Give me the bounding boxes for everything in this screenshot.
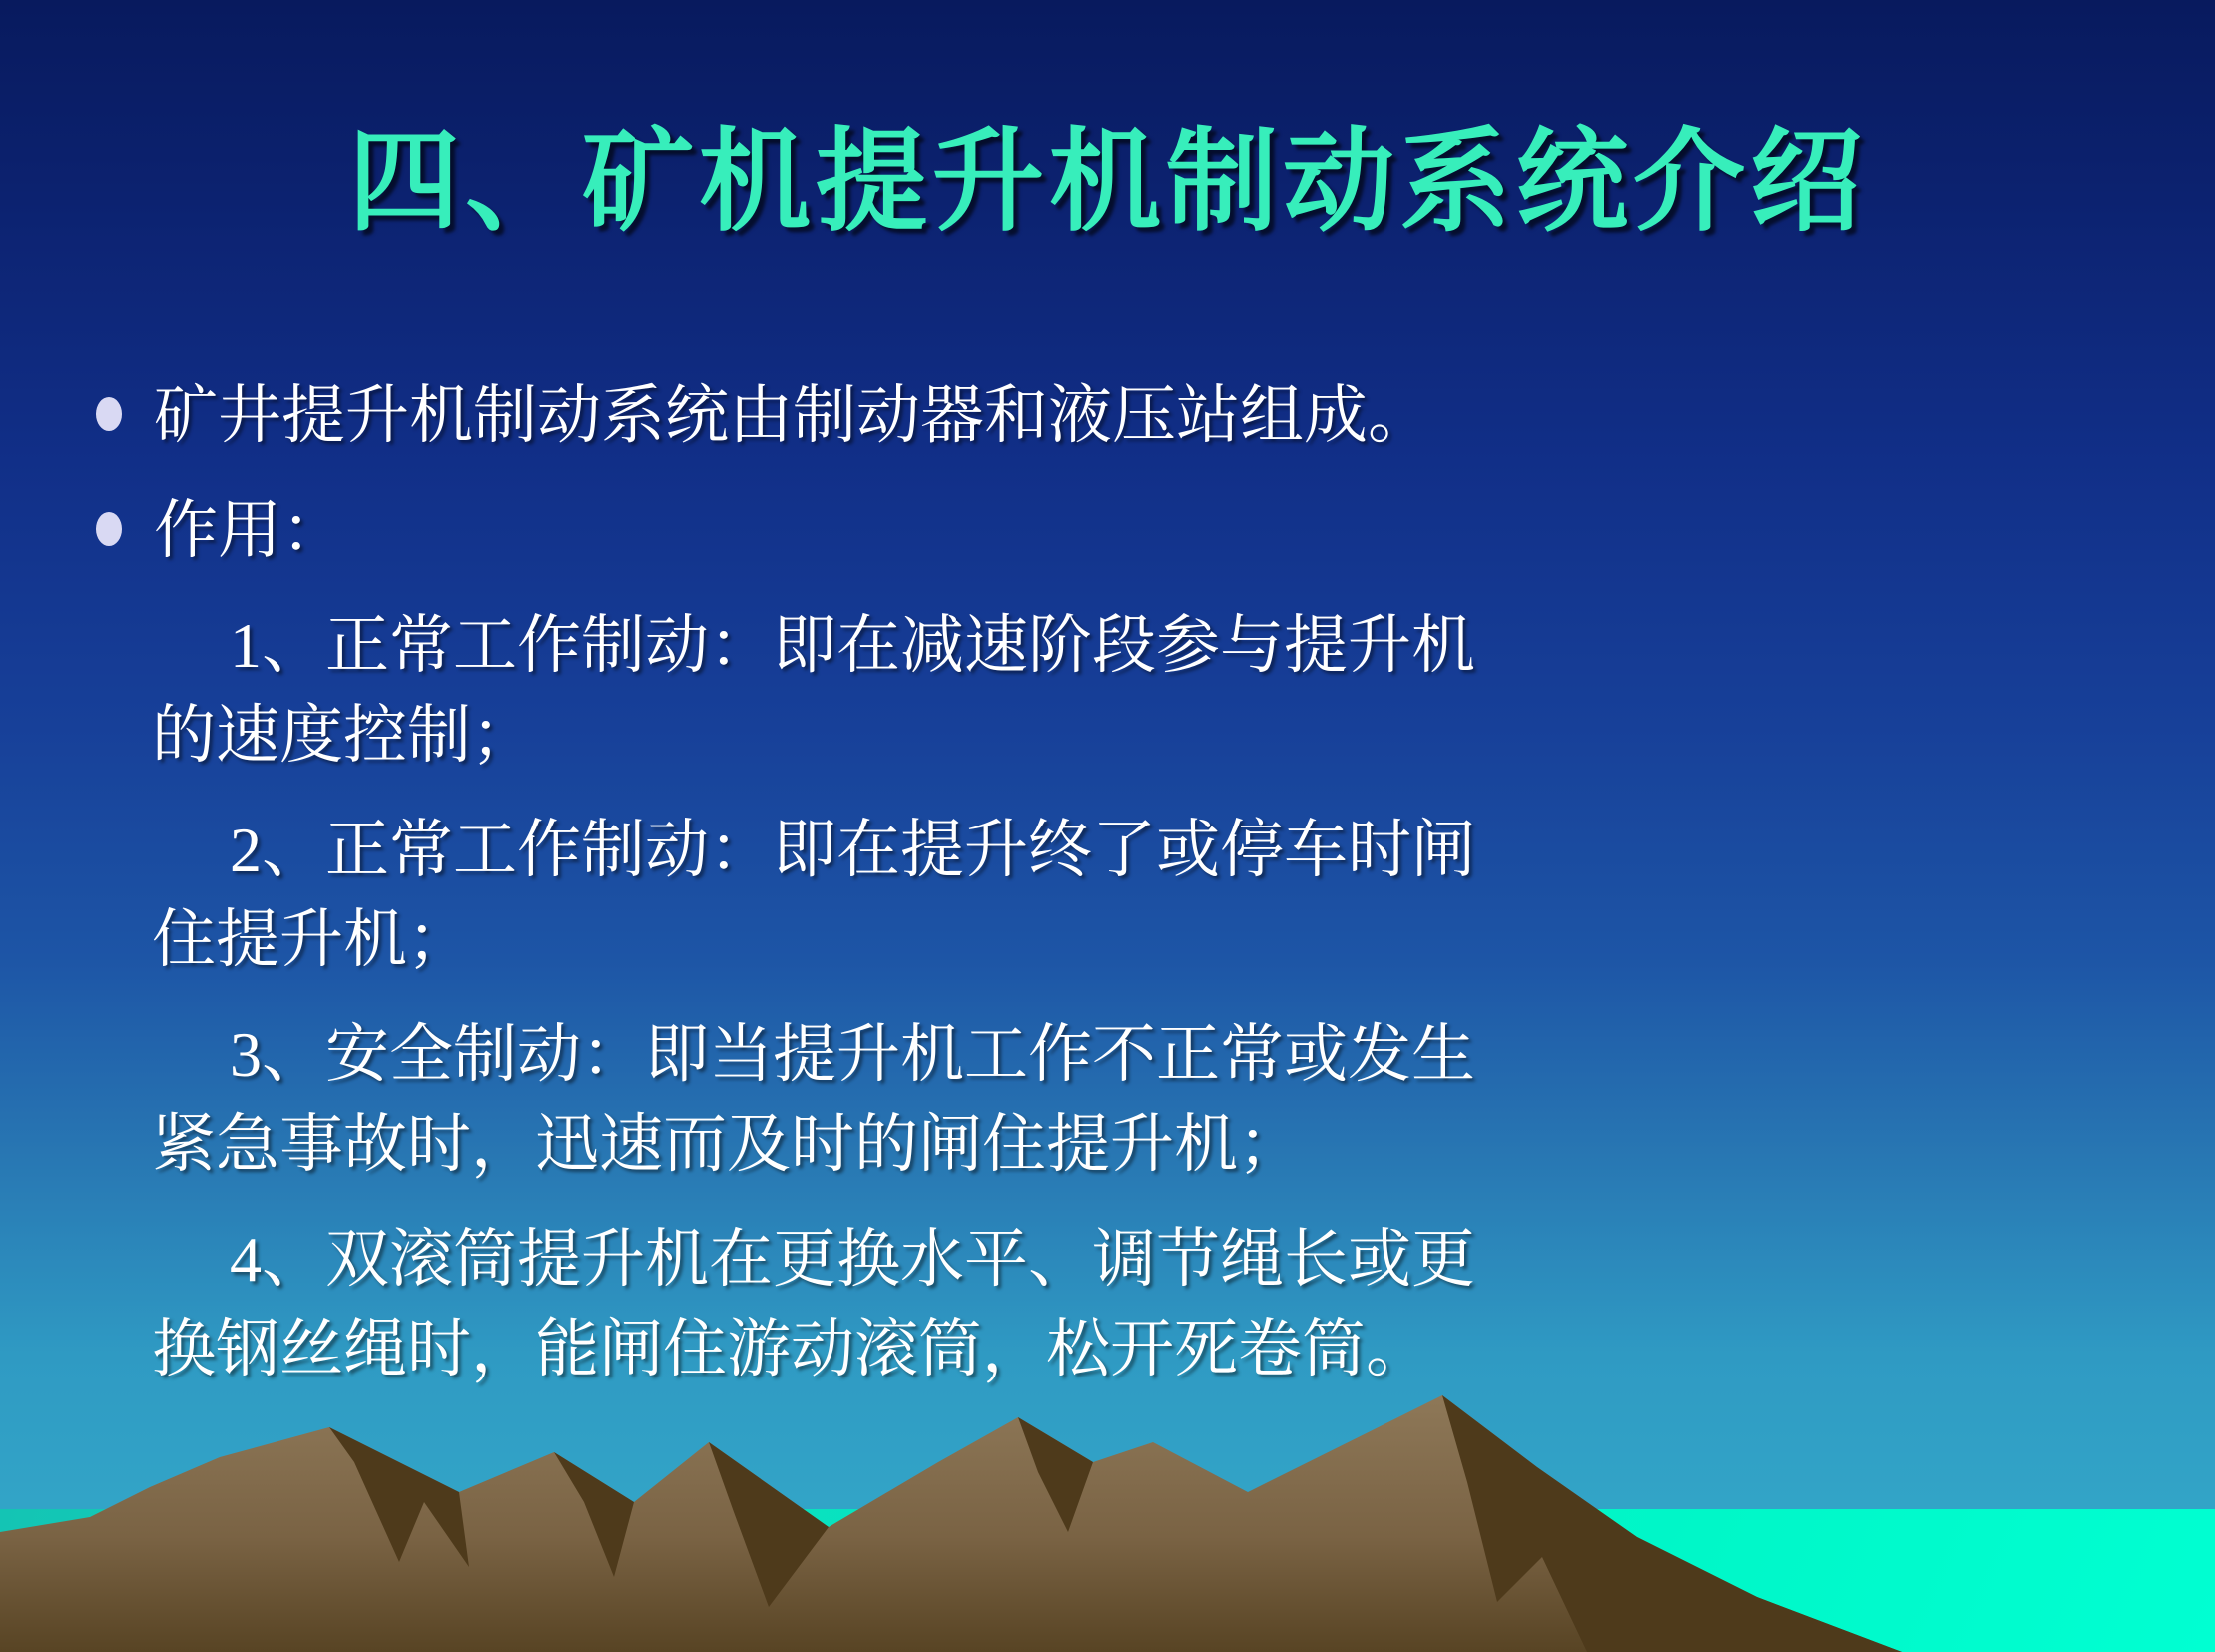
- bullet-item: [88, 486, 2129, 576]
- bullet-text: 作用：: [154, 495, 345, 566]
- bullet-item: [88, 371, 2129, 461]
- numbered-item-4: [152, 1215, 2129, 1394]
- numbered-item-2: [152, 806, 2129, 985]
- bullet-text: 矿井提升机制动系统由制动器和液压站组成。: [154, 380, 1431, 451]
- numbered-item-line: 换钢丝绳时，能闸住游动滚筒，松开死卷筒。: [152, 1314, 1429, 1384]
- bullet-icon: [96, 512, 122, 546]
- numbered-item-line: 住提升机；: [152, 904, 471, 975]
- numbered-item-line: 3、安全制动：即当提升机工作不正常或发生: [230, 1019, 1475, 1090]
- slide-title: 四、矿机提升机制动系统介绍: [348, 121, 1867, 245]
- numbered-item-1: [152, 601, 2129, 781]
- slide-body: [88, 371, 2129, 1419]
- numbered-item-line: 紧急事故时，迅速而及时的闸住提升机；: [152, 1109, 1302, 1180]
- numbered-item-line: 1、正常工作制动：即在减速阶段参与提升机: [230, 610, 1475, 681]
- numbered-item-line: 4、双滚筒提升机在更换水平、调节绳长或更: [230, 1224, 1475, 1295]
- numbered-item-3: [152, 1010, 2129, 1190]
- bullet-icon: [96, 397, 122, 431]
- numbered-item-line: 的速度控制；: [152, 700, 535, 771]
- numbered-item-line: 2、正常工作制动：即在提升终了或停车时闸: [230, 815, 1475, 885]
